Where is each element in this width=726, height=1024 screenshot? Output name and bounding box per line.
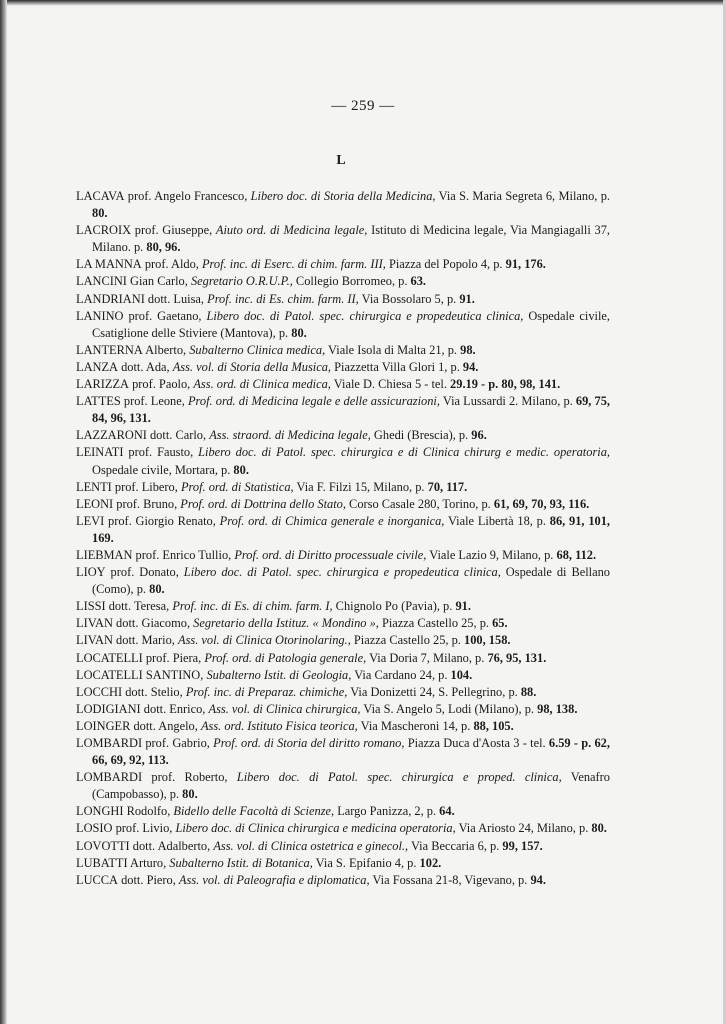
entry-name: LEONI bbox=[76, 496, 114, 511]
entry-role: Libero doc. di Patol. spec. chirurgica e proped. clinica, bbox=[236, 770, 562, 785]
entry-name: LUBATTI bbox=[76, 855, 128, 870]
entry-role: Prof. ord. di Patologia generale, bbox=[204, 650, 367, 665]
entry-role: Libero doc. di Patol. spec. chirurgica e di Clinica chirurg e medic. operatoria, bbox=[198, 445, 610, 460]
entry-name: LOMBARDI bbox=[76, 736, 143, 750]
entry-address: Piazza Duca d'Aosta 3 - tel. bbox=[404, 736, 549, 750]
entry-name: LIVAN bbox=[76, 633, 113, 648]
entry-role: Prof. ord. di Chimica generale e inorganica, bbox=[219, 513, 445, 528]
entry-title: prof. Roberto, bbox=[142, 770, 237, 785]
directory-entry bbox=[76, 650, 610, 667]
directory-entry bbox=[76, 513, 610, 547]
entry-title: prof. Paolo, bbox=[129, 377, 194, 392]
directory-entry bbox=[76, 872, 610, 889]
directory-entries bbox=[76, 188, 610, 889]
directory-entry bbox=[76, 803, 610, 820]
entry-pages: 98, 138. bbox=[537, 701, 578, 716]
entry-role: Subalterno Istit. di Geologia, bbox=[206, 667, 352, 682]
entry-name: LACAVA bbox=[76, 189, 125, 203]
entry-title: dott. Angelo, bbox=[130, 718, 201, 733]
entry-title: prof. Gaetano, bbox=[123, 308, 207, 323]
entry-pages: 63. bbox=[410, 274, 427, 289]
entry-pages: 61, 69, 70, 93, 116. bbox=[493, 496, 590, 511]
directory-entry bbox=[76, 667, 610, 684]
entry-pages: 104. bbox=[450, 667, 473, 682]
entry-title: dott. Adalberto, bbox=[129, 838, 214, 853]
entry-pages: 91. bbox=[459, 291, 475, 306]
entry-pages: 98. bbox=[460, 342, 476, 357]
directory-entry bbox=[76, 342, 610, 359]
entry-pages: 80. bbox=[92, 206, 108, 221]
entry-pages: 64. bbox=[439, 804, 455, 819]
directory-entry bbox=[76, 820, 610, 837]
directory-entry bbox=[76, 598, 610, 615]
entry-role: Prof. ord. di Storia del diritto romano, bbox=[213, 736, 405, 750]
entry-role: Subalterno Clinica medica, bbox=[189, 342, 326, 357]
entry-pages: 68, 112. bbox=[556, 547, 597, 562]
entry-pages: 69, 75, 84, 96, 131. bbox=[92, 394, 611, 426]
entry-address: Ospedale civile, Mortara, p. bbox=[92, 462, 234, 477]
entry-role: Ass. ord. di Clinica medica, bbox=[193, 377, 331, 392]
entry-name: LOMBARDI bbox=[76, 770, 143, 785]
entry-name: LAZZARONI bbox=[76, 428, 147, 443]
entry-address: Via Donizetti 24, S. Pellegrino, p. bbox=[347, 684, 521, 699]
entry-address: Via S. Epifanio 4, p. bbox=[312, 855, 420, 870]
entry-name: LIVAN bbox=[76, 616, 113, 631]
entry-address: Istituto di Medicina legale, Via Mangiagalli 37, Milano. p. bbox=[92, 223, 610, 255]
entry-address: Collegio Borromeo, p. bbox=[292, 274, 411, 289]
entry-pages: 65. bbox=[492, 616, 508, 631]
entry-name: LANZA bbox=[76, 359, 118, 374]
page-number: — 259 — bbox=[331, 98, 395, 114]
entry-name: LIEBMAN bbox=[76, 547, 133, 562]
entry-pages: 100, 158. bbox=[464, 633, 511, 648]
entry-pages: 29.19 - p. 80, 98, 141. bbox=[450, 377, 561, 392]
entry-pages: 102. bbox=[419, 855, 442, 870]
entry-pages: 76, 95, 131. bbox=[487, 650, 547, 665]
entry-pages: 80. bbox=[291, 325, 307, 340]
entry-role: Prof. inc. di Eserc. di chim. farm. III, bbox=[201, 257, 386, 272]
entry-role: Libero doc. di Storia della Medicina, bbox=[250, 189, 436, 203]
entry-name: LOCCHI bbox=[76, 684, 123, 699]
entry-name: LIOY bbox=[76, 565, 106, 580]
entry-title: Alberto, bbox=[142, 342, 190, 357]
entry-name: LOINGER bbox=[76, 718, 131, 733]
entry-pages: 99, 157. bbox=[502, 838, 543, 853]
entry-address: Via Cardano 24, p. bbox=[351, 667, 451, 682]
entry-address: Via Fossana 21-8, Vigevano, p. bbox=[369, 872, 531, 887]
entry-title: prof. Giorgio Renato, bbox=[104, 513, 220, 528]
entry-name: LOCATELLI bbox=[76, 650, 143, 665]
entry-title: prof. Bruno, bbox=[113, 496, 181, 511]
entry-title: Gian Carlo, bbox=[126, 274, 191, 289]
entry-pages: 96. bbox=[471, 428, 487, 443]
entry-role: Ass. vol. di Paleografia e diplomatica, bbox=[178, 872, 370, 887]
directory-entry bbox=[76, 308, 610, 342]
entry-address: Ospedale di Bellano (Como), p. bbox=[92, 565, 611, 597]
entry-address: Via Bossolaro 5, p. bbox=[358, 291, 460, 306]
entry-name: LA MANNA bbox=[76, 257, 142, 272]
entry-name: LEVI bbox=[76, 513, 105, 528]
entry-pages: 80. bbox=[182, 787, 198, 802]
entry-title: Rodolfo, bbox=[123, 804, 174, 819]
entry-role: Prof. ord. di Dottrina dello Stato, bbox=[180, 496, 346, 511]
entry-title: prof. Donato, bbox=[105, 565, 184, 580]
entry-address: Via Mascheroni 14, p. bbox=[357, 718, 474, 733]
entry-role: Prof. ord. di Medicina legale e delle assicurazioni, bbox=[187, 394, 440, 409]
entry-title: dott. Stelio, bbox=[122, 684, 186, 699]
entry-role: Prof. inc. di Es. di chim. farm. I, bbox=[172, 599, 333, 614]
entry-pages: 80. bbox=[591, 821, 607, 836]
entry-title: dott. Teresa, bbox=[105, 599, 173, 614]
entry-pages: 91, 176. bbox=[505, 257, 546, 272]
directory-entry bbox=[76, 427, 610, 444]
entry-pages: 88, 105. bbox=[473, 718, 514, 733]
entry-pages: 6.59 - p. 62, 66, 69, 92, 113. bbox=[92, 736, 610, 768]
entry-pages: 88. bbox=[520, 684, 537, 699]
entry-name: LANCINI bbox=[76, 274, 127, 289]
entry-address: Via S. Maria Segreta 6, Milano, p. bbox=[435, 189, 610, 203]
entry-address: Venafro (Campobasso), p. bbox=[92, 770, 610, 802]
entry-address: Ospedale civile, Csatiglione delle Stiviere (Mantova), p. bbox=[92, 308, 611, 340]
entry-title: prof. Leone, bbox=[120, 394, 188, 409]
entry-name: LODIGIANI bbox=[76, 701, 141, 716]
entry-address: Piazza Castello 25, p. bbox=[378, 616, 493, 631]
entry-address: Via S. Angelo 5, Lodi (Milano), p. bbox=[360, 701, 538, 716]
entry-role: Prof. inc. di Preparaz. chimiche, bbox=[185, 684, 348, 699]
entry-pages: 94. bbox=[462, 359, 479, 374]
entry-role: Bidello delle Facoltà di Scienze, bbox=[173, 804, 335, 819]
entry-pages: 70, 117. bbox=[427, 479, 468, 494]
directory-entry bbox=[76, 496, 610, 513]
directory-entry bbox=[76, 188, 610, 222]
entry-address: Via Ariosto 24, Milano, p. bbox=[455, 821, 592, 836]
entry-address: Viale Isola di Malta 21, p. bbox=[325, 342, 461, 357]
directory-entry bbox=[76, 735, 610, 769]
entry-name: LENTI bbox=[76, 479, 112, 494]
entry-role: Subalterno Istit. di Botanica, bbox=[169, 855, 313, 870]
entry-address: Viale Lazio 9, Milano, p. bbox=[426, 547, 557, 562]
entry-title: dott. Giacomo, bbox=[112, 616, 194, 631]
entry-role: Ass. straord. di Medicina legale, bbox=[209, 428, 371, 443]
entry-title: prof. Livio, bbox=[112, 821, 176, 836]
entry-address: Via Doria 7, Milano, p. bbox=[366, 650, 488, 665]
entry-role: Aiuto ord. di Medicina legale, bbox=[215, 223, 368, 238]
directory-entry bbox=[76, 718, 610, 735]
entry-name: LANDRIANI bbox=[76, 291, 145, 306]
entry-pages: 91. bbox=[455, 599, 471, 614]
directory-entry bbox=[76, 855, 610, 872]
directory-entry bbox=[76, 684, 610, 701]
directory-entry bbox=[76, 769, 610, 803]
entry-title: prof. Giuseppe, bbox=[131, 223, 216, 238]
directory-entry bbox=[76, 701, 610, 718]
entry-address: Chignolo Po (Pavia), p. bbox=[332, 599, 456, 614]
entry-title: dott. Enrico, bbox=[140, 701, 209, 716]
directory-entry bbox=[76, 444, 610, 478]
entry-pages: 86, 91, 101, 169. bbox=[92, 513, 611, 545]
entry-address: Piazzetta Villa Glori 1, p. bbox=[331, 359, 463, 374]
directory-entry bbox=[76, 291, 610, 308]
section-letter: L bbox=[336, 153, 346, 168]
entry-address: Via Lussardi 2. Milano, p. bbox=[439, 394, 576, 409]
entry-address: Via F. Filzi 15, Milano, p. bbox=[293, 479, 428, 494]
directory-entry bbox=[76, 838, 610, 855]
entry-name: LONGHI bbox=[76, 804, 124, 819]
entry-title: dott. Mario, bbox=[112, 633, 178, 648]
entry-title: prof. Gabrio, bbox=[142, 736, 214, 750]
entry-role: Libero doc. di Patol. spec. chirurgica e propedeutica clinica, bbox=[206, 308, 524, 323]
scan-top-edge bbox=[0, 0, 726, 6]
entry-title: dott. Luisa, bbox=[144, 291, 208, 306]
entry-role: Ass. vol. di Clinica ostetrica e ginecol., bbox=[213, 838, 409, 853]
directory-entry bbox=[76, 564, 610, 598]
entry-name: LANINO bbox=[76, 308, 124, 323]
entry-name: LOVOTTI bbox=[76, 838, 130, 853]
directory-entry bbox=[76, 376, 610, 393]
entry-title: prof. Libero, bbox=[111, 479, 181, 494]
entry-role: Ass. vol. di Clinica Otorinolaring., bbox=[178, 633, 351, 648]
entry-title: prof. Enrico Tullio, bbox=[132, 547, 235, 562]
entry-role: Ass. ord. Istituto Fisica teorica, bbox=[200, 718, 358, 733]
entry-role: Libero doc. di Clinica chirurgica e medicina operatoria, bbox=[175, 821, 456, 836]
entry-pages: 94. bbox=[530, 872, 546, 887]
entry-title: dott. Ada, bbox=[117, 359, 173, 374]
entry-address: Corso Casale 280, Torino, p. bbox=[345, 496, 494, 511]
entry-name: LUCCA bbox=[76, 872, 118, 887]
entry-pages: 80. bbox=[233, 462, 249, 477]
entry-address: Via Beccaria 6, p. bbox=[408, 838, 503, 853]
entry-role: Libero doc. di Patol. spec. chirurgica e propedeutica clinica, bbox=[183, 565, 501, 580]
directory-entry bbox=[76, 547, 610, 564]
entry-title: dott. Carlo, bbox=[146, 428, 210, 443]
directory-entry bbox=[76, 615, 610, 632]
entry-title: Arturo, bbox=[127, 855, 170, 870]
entry-address: Ghedi (Brescia), p. bbox=[370, 428, 472, 443]
entry-title: prof. Aldo, bbox=[141, 257, 202, 272]
entry-pages: 80, 96. bbox=[146, 240, 181, 255]
entry-name: LANTERNA bbox=[76, 342, 143, 357]
directory-entry bbox=[76, 393, 610, 427]
entry-title: prof. Fausto, bbox=[123, 445, 199, 460]
entry-name: LOSIO bbox=[76, 821, 113, 836]
entry-role: Ass. vol. di Storia della Musica, bbox=[172, 359, 332, 374]
entry-title: prof. Angelo Francesco, bbox=[124, 189, 251, 203]
entry-role: Prof. ord. di Statistica, bbox=[180, 479, 294, 494]
directory-entry bbox=[76, 273, 610, 290]
entry-title: dott. Piero, bbox=[118, 872, 179, 887]
entry-role: Prof. ord. di Diritto processuale civile, bbox=[234, 547, 427, 562]
entry-name: LATTES bbox=[76, 394, 121, 409]
entry-address: Viale Libertà 18, p. bbox=[444, 513, 550, 528]
entry-address: Largo Panizza, 2, p. bbox=[334, 804, 440, 819]
entry-address: Piazza Castello 25, p. bbox=[350, 633, 465, 648]
entry-title: prof. Piera, bbox=[142, 650, 205, 665]
entry-address: Viale D. Chiesa 5 - tel. bbox=[330, 377, 451, 392]
entry-name: LOCATELLI SANTINO, bbox=[76, 667, 204, 682]
entry-role: Ass. vol. di Clinica chirurgica, bbox=[208, 701, 361, 716]
entry-name: LARIZZA bbox=[76, 377, 129, 392]
directory-entry bbox=[76, 632, 610, 649]
directory-entry bbox=[76, 479, 610, 496]
entry-address: Piazza del Popolo 4, p. bbox=[385, 257, 506, 272]
entry-name: LACROIX bbox=[76, 223, 132, 238]
entry-role: Segretario O.R.U.P., bbox=[190, 274, 293, 289]
entry-name: LEINATI bbox=[76, 445, 124, 460]
directory-entry bbox=[76, 256, 610, 273]
entry-pages: 80. bbox=[149, 582, 165, 597]
entry-name: LISSI bbox=[76, 599, 106, 614]
directory-entry bbox=[76, 359, 610, 376]
entry-role: Segretario della Istituz. « Mondino », bbox=[193, 616, 379, 631]
directory-entry bbox=[76, 222, 610, 256]
entry-role: Prof. inc. di Es. chim. farm. II, bbox=[207, 291, 359, 306]
